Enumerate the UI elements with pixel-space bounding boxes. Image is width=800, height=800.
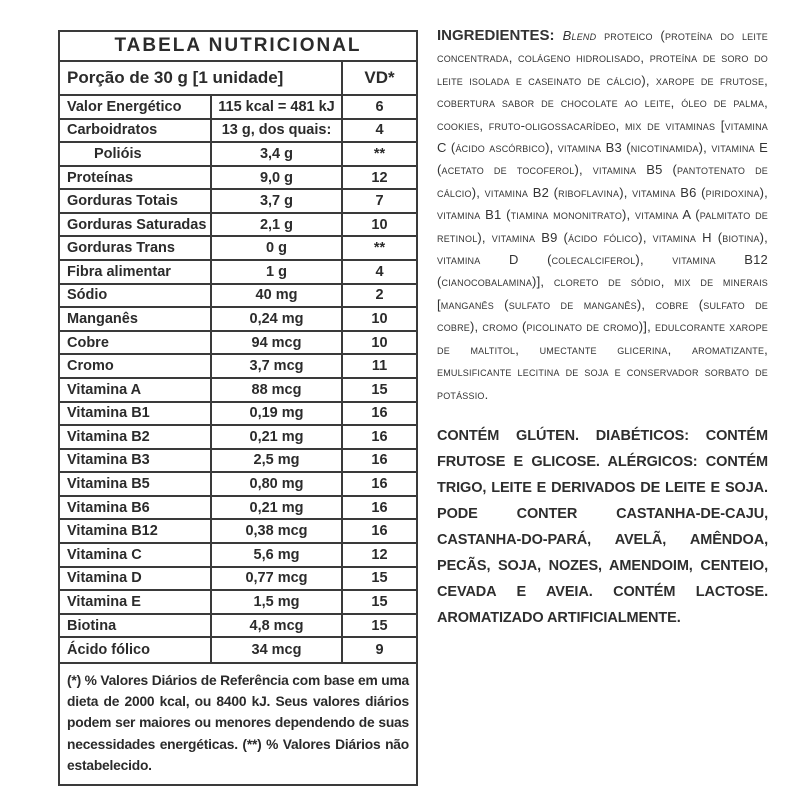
nutrient-name: Valor Energético — [67, 98, 182, 115]
nutrient-name: Vitamina A — [67, 381, 142, 398]
allergens-paragraph: CONTÉM GLÚTEN. DIABÉTICOS: CONTÉM FRUTOSE E GLICOSE. ALÉRGICOS: CONTÉM TRIGO, LEITE E DERIVADOS DE LEITE E SOJA. PODE CONTER CASTANHA-DE-CAJU, CASTANHA-DO-PARÁ, AVELÃ, AMÊNDOA, PECÃS, SOJA, NOZES, AMENDOIM, CENTEIO, CEVADA E AVEIA. CONTÉM LACTOSE. AROMATIZADO ARTIFICIALMENTE. — [437, 427, 768, 626]
nutrient-amount: 34 mcg — [210, 638, 341, 662]
nutrient-amount: 0,21 mg — [210, 426, 341, 448]
right-column — [437, 25, 768, 631]
nutrition-rows — [60, 96, 416, 662]
table-row — [60, 332, 416, 356]
nutrient-amount: 3,7 g — [210, 190, 341, 212]
nutrient-name: Ácido fólico — [67, 642, 150, 659]
table-row — [60, 96, 416, 120]
nutrient-name: Fibra alimentar — [67, 263, 171, 280]
nutrient-name: Gorduras Trans — [67, 240, 175, 257]
nutrient-daily-value: 11 — [341, 355, 416, 377]
nutrient-daily-value: 16 — [341, 426, 416, 448]
nutrient-daily-value: ** — [341, 237, 416, 259]
nutrient-amount: 115 kcal = 481 kJ — [210, 96, 341, 118]
ingredients-label: INGREDIENTES: — [437, 27, 563, 44]
nutrient-daily-value: 7 — [341, 190, 416, 212]
nutrient-amount: 0,77 mcg — [210, 568, 341, 590]
nutrient-daily-value: 16 — [341, 473, 416, 495]
nutrient-amount: 4,8 mcg — [210, 615, 341, 637]
nutrient-amount: 2,1 g — [210, 214, 341, 236]
nutrient-name: Carboidratos — [67, 122, 158, 139]
ingredients-paragraph — [437, 25, 768, 406]
nutrient-daily-value: 9 — [341, 638, 416, 662]
nutrient-daily-value: 16 — [341, 520, 416, 542]
nutrient-amount: 0,80 mg — [210, 473, 341, 495]
table-row — [60, 615, 416, 639]
nutrient-name: Vitamina B5 — [67, 476, 150, 493]
nutrition-table-title: TABELA NUTRICIONAL — [60, 32, 416, 62]
nutrient-name: Vitamina D — [67, 570, 142, 587]
portion-label: Porção de 30 g [1 unidade] — [67, 68, 284, 87]
table-row — [60, 120, 416, 144]
ingredients-text: proteico (proteína do leite concentrada, colágeno hidrolisado, proteína de soro do leite isolada e caseinato de cálcio), xarope de frutose, cobertura sabor de chocolate ao leite, óleo de palma, cookies, fruto-oligossacarídeo, mix de vitaminas [vitamina C (ácido ascórbico), vitamina B3 (nicotinamida), vitamina E (acetato de tocoferol), vitamina B5 (pantotenato de cálcio), vitamina B2 (riboflavina), vitamina B6 (piridoxina), vitamina B1 (tiamina mononitrato), vitamina A (palmitato de retinol), vitamina B9 (ácido fólico), vitamina H (biotina), vitamina D (colecalciferol), vitamina B12 (cianocobalamina)], cloreto de sódio, mix de minerais [manganês (sulfato de manganês), cobre (sulfato de cobre), cromo (picolinato de cromo)], edulcorante xarope de maltitol, umectante glicerina, aromatizante, emulsificante lecitina de soja e conservador sorbato de potássio. — [437, 28, 768, 402]
nutrient-amount: 88 mcg — [210, 379, 341, 401]
nutrient-daily-value: ** — [341, 143, 416, 165]
table-row — [60, 190, 416, 214]
table-row — [60, 355, 416, 379]
nutrient-name: Vitamina E — [67, 593, 141, 610]
nutrient-amount: 94 mcg — [210, 332, 341, 354]
table-row — [60, 261, 416, 285]
nutrient-amount: 0,19 mg — [210, 403, 341, 425]
nutrition-table — [58, 30, 418, 786]
nutrient-daily-value: 15 — [341, 379, 416, 401]
nutrient-daily-value: 12 — [341, 167, 416, 189]
table-row — [60, 473, 416, 497]
nutrient-daily-value: 16 — [341, 497, 416, 519]
nutrient-daily-value: 10 — [341, 308, 416, 330]
nutrient-amount: 13 g, dos quais: — [210, 120, 341, 142]
table-row — [60, 544, 416, 568]
nutrition-table-header — [60, 62, 416, 96]
nutrient-name: Vitamina B1 — [67, 405, 150, 422]
nutrient-daily-value: 10 — [341, 332, 416, 354]
nutrient-amount: 40 mg — [210, 285, 341, 307]
nutrient-name: Vitamina B12 — [67, 523, 158, 540]
table-row — [60, 497, 416, 521]
table-row — [60, 167, 416, 191]
table-row — [60, 568, 416, 592]
nutrient-amount: 0 g — [210, 237, 341, 259]
nutrient-name: Vitamina B6 — [67, 499, 150, 516]
nutrient-daily-value: 2 — [341, 285, 416, 307]
nutrient-amount: 0,38 mcg — [210, 520, 341, 542]
nutrient-amount: 1,5 mg — [210, 591, 341, 613]
nutrient-amount: 5,6 mg — [210, 544, 341, 566]
nutrient-daily-value: 6 — [341, 96, 416, 118]
nutrient-name: Cromo — [67, 358, 114, 375]
nutrient-amount: 3,7 mcg — [210, 355, 341, 377]
nutrient-daily-value: 15 — [341, 568, 416, 590]
nutrient-name: Manganês — [67, 310, 138, 327]
nutrient-daily-value: 10 — [341, 214, 416, 236]
nutrient-name: Vitamina C — [67, 546, 142, 563]
nutrient-daily-value: 15 — [341, 591, 416, 613]
table-row — [60, 379, 416, 403]
vd-column-header: VD* — [341, 62, 416, 94]
nutrient-daily-value: 4 — [341, 120, 416, 142]
nutrient-name: Gorduras Totais — [67, 193, 178, 210]
nutrient-daily-value: 16 — [341, 403, 416, 425]
nutrient-name: Gorduras Saturadas — [67, 216, 207, 233]
table-row — [60, 237, 416, 261]
table-row — [60, 591, 416, 615]
nutrient-amount: 9,0 g — [210, 167, 341, 189]
nutrient-daily-value: 4 — [341, 261, 416, 283]
table-row — [60, 403, 416, 427]
table-row — [60, 426, 416, 450]
nutrient-amount: 2,5 mg — [210, 450, 341, 472]
nutrient-daily-value: 15 — [341, 615, 416, 637]
nutrient-amount: 1 g — [210, 261, 341, 283]
table-row — [60, 520, 416, 544]
table-row — [60, 638, 416, 662]
nutrient-name: Proteínas — [67, 169, 134, 186]
nutrient-name: Vitamina B3 — [67, 452, 150, 469]
nutrient-daily-value: 16 — [341, 450, 416, 472]
nutrient-name: Polióis — [94, 145, 142, 162]
table-row — [60, 214, 416, 238]
nutrient-amount: 0,21 mg — [210, 497, 341, 519]
nutrient-amount: 3,4 g — [210, 143, 341, 165]
nutrient-name: Biotina — [67, 617, 117, 634]
table-row — [60, 143, 416, 167]
ingredients-blend-word: Blend — [562, 28, 605, 43]
nutrient-amount: 0,24 mg — [210, 308, 341, 330]
nutrient-name: Cobre — [67, 334, 109, 351]
table-row — [60, 450, 416, 474]
nutrient-name: Vitamina B2 — [67, 428, 150, 445]
table-row — [60, 285, 416, 309]
nutrient-name: Sódio — [67, 287, 108, 304]
table-row — [60, 308, 416, 332]
nutrient-daily-value: 12 — [341, 544, 416, 566]
daily-values-footnote: (*) % Valores Diários de Referência com base em uma dieta de 2000 kcal, ou 8400 kJ. Seus valores diários podem ser maiores ou menores dependendo de suas necessidades energéticas. (**) % Valores Diários não estabelecido. — [60, 662, 416, 784]
